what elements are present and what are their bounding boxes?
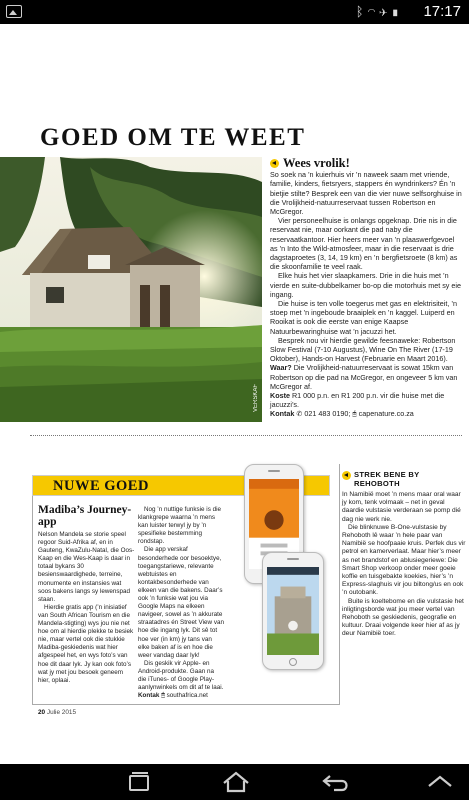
nuwe-goed-label: NUWE GOED <box>53 478 149 494</box>
home-icon <box>216 770 256 794</box>
app-screen <box>267 567 319 655</box>
paragraph: Hierdie gratis app (’n inisiatief van South African Tourism en die Mandela-stigting) wys jou nie net hoe om al hierdie plekke te besiek nie, maar vertel ook die stukkie Madiba-geskiedenis wat hier afgespeel het, en wys foto’s van hoe dit daar lyk. Jy kan ook foto’s wat jy met jou besoek geneem hier, oplaai. <box>38 603 134 684</box>
airplane-icon: ✈ <box>379 4 392 19</box>
paragraph: So soek na ’n kuierhuis vir ’n naweek saam met vriende, familie, kinders, fietsryers, stappers én wyndrinkers? Én ’n bietjie stilte? Besprek een van die vier nuwe selfsorghuise in die Vrolijkheid-natuurreservaat tussen Robertson en McGregor. <box>270 170 462 217</box>
article-heading: Wees vrolik! <box>283 156 350 170</box>
madiba-article-col2 <box>138 506 224 700</box>
status-bar <box>0 0 469 24</box>
battery-icon: ▮ <box>391 4 403 19</box>
paragraph: Vier personeelhuise is onlangs opgeknap. Drie nis in die reservaat nie, maar oorkant die pad naby die reservaatkantoor. Hier heers meer van ’n plaaswerfgevoel as ’n Into the Wild-atmosfeer, maar in die reservaat is drie dagstaproetes (3, 14, 19 km) en ’n bergfietsroete (8 km) as die skoonfamilie te veel raak. <box>270 216 458 272</box>
cottage-photo <box>0 157 262 422</box>
section-divider <box>30 435 462 436</box>
kontak-line: Kontak ✆ 021 483 0190; 🖱 capenature.co.za <box>270 409 414 419</box>
bluetooth-icon: ᛒ <box>355 4 368 19</box>
photo-credit: VERSKAF <box>253 383 259 412</box>
koste-line: Koste R1 000 p.n. en R1 200 p.n. vir die huise met die jacuzzi’s. <box>270 391 445 410</box>
paragraph: Elke huis het vier slaapkamers. Drie in die huis met ’n vierde en suite-dubbelkamer bo-op die motorhuis met sy eie ingang. <box>270 271 461 299</box>
magazine-page[interactable] <box>0 24 469 764</box>
page-number: 20 <box>38 709 46 716</box>
wees-vrolik-article <box>270 156 462 419</box>
phone-image-front <box>262 552 324 670</box>
paragraph: In Namibië moet ’n mens maar oral waar jy kom, tenk volmaak – net in geval daardie vulstasie verderaan se pomp dié dag nie werk nie. <box>342 491 461 523</box>
page-title: GOED OM TE WEET <box>40 124 306 151</box>
paragraph: Dis geskik vir Apple- en Android-produkte. Gaan na die iTunes- of Google Play-aanlynwinkels om dit af te laai. <box>138 659 224 692</box>
recent-apps-button[interactable] <box>118 770 158 794</box>
gallery-icon <box>6 5 22 18</box>
navigation-bar <box>0 764 469 800</box>
clock: 17:17 <box>423 3 461 20</box>
strek-bene-article <box>342 470 466 639</box>
issue-date: Julie 2015 <box>46 709 77 716</box>
page-footer <box>38 709 76 716</box>
kontak-line: Kontak 🖱 southafrica.net <box>138 692 208 700</box>
up-button[interactable] <box>420 770 460 794</box>
strek-bene-heading: STREK BENE BY REHOBOTH <box>354 470 420 488</box>
arrow-bullet-icon <box>270 159 279 168</box>
home-button[interactable] <box>216 770 256 794</box>
back-icon <box>316 770 356 794</box>
arrow-bullet-icon <box>342 471 351 480</box>
chevron-up-icon <box>420 770 460 794</box>
paragraph: Die blinknuwe B-One-vulstasie by Rehoboth lê waar ’n hele paar van Namibië se hoofpaaie kruis. Perfek dus vir petrol en kamerverlaat. Maar hier’s meer as net brandstof en ablusiegeriewe: Die Smart Shop verkoop onder meer goeie koffie en tuisgebakte koekies, hier’s ’n Express-slaghuis vir jou biltong/us en ook ’n outobank. <box>342 523 466 597</box>
paragraph: Die huise is ten volle toegerus met gas en elektrisiteit, ’n stoep met ’n ingeboude braaiplek en ’n kaggel. Luiperd en Rooikat is ook die eerste van enige Kaapse Natuurbewaringhuise wat ’n jacuzzi het. <box>270 299 457 336</box>
paragraph: Nog ’n nuttige funksie is die klankgrepe waarna ’n mens kan luister terwyl jy by ’n spesifieke bestemming rondstap. <box>138 506 222 546</box>
paragraph: Die app verskaf besonderhede oor besoektye, toegangstariewe, relevante webtuistes en kontakbesonderhede van elkeen van die bakens. Daar’s ook ’n funksie wat jou via Google Maps na elkeen navigeer, sowel as ’n akkurate straatadres én Street View van hoe die ingang lyk. Dit sê tot hoe ver (in km) jy tans van elke baken af is en hoe die weer vandag daar lyk! <box>138 546 224 659</box>
paragraph: Buite is koeltebome en die vulstasie het inligtingsborde wat jou meer vertel van Rehoboth se geskiedenis, geografie en kultuur. Draai volgende keer hier af as jy deur Namibië toer. <box>342 597 464 638</box>
paragraph: Nelson Mandela se storie speel regoor Suid-Afrika af, en in Gauteng, KwaZulu-Natal, die Oos-Kaap en die Wes-Kaap is daar in totaal bykans 30 besienswaardighede, terreine, monumente en instansies wat soos bakens langs sy lewenspad staan. <box>38 531 135 603</box>
wifi-icon: ◠ <box>367 4 380 19</box>
madiba-heading: Madiba’s Journey-app <box>38 504 132 528</box>
madiba-article <box>38 504 136 685</box>
status-icons <box>356 4 403 19</box>
back-button[interactable] <box>316 770 356 794</box>
paragraph: Besprek nou vir hierdie gewilde feesnaweke: Robertson Slow Festival (7-10 Augustus), Wine On The River (17-19 Oktober), Hands-on Harvest (Februarie en Maart 2016). <box>270 335 456 364</box>
waar-line: Waar? Die Vrolijkheid-natuurreservaat is sowat 15km van Robertson op die pad na McGregor, en ongeveer 5 km van McGregor af. <box>270 363 458 391</box>
